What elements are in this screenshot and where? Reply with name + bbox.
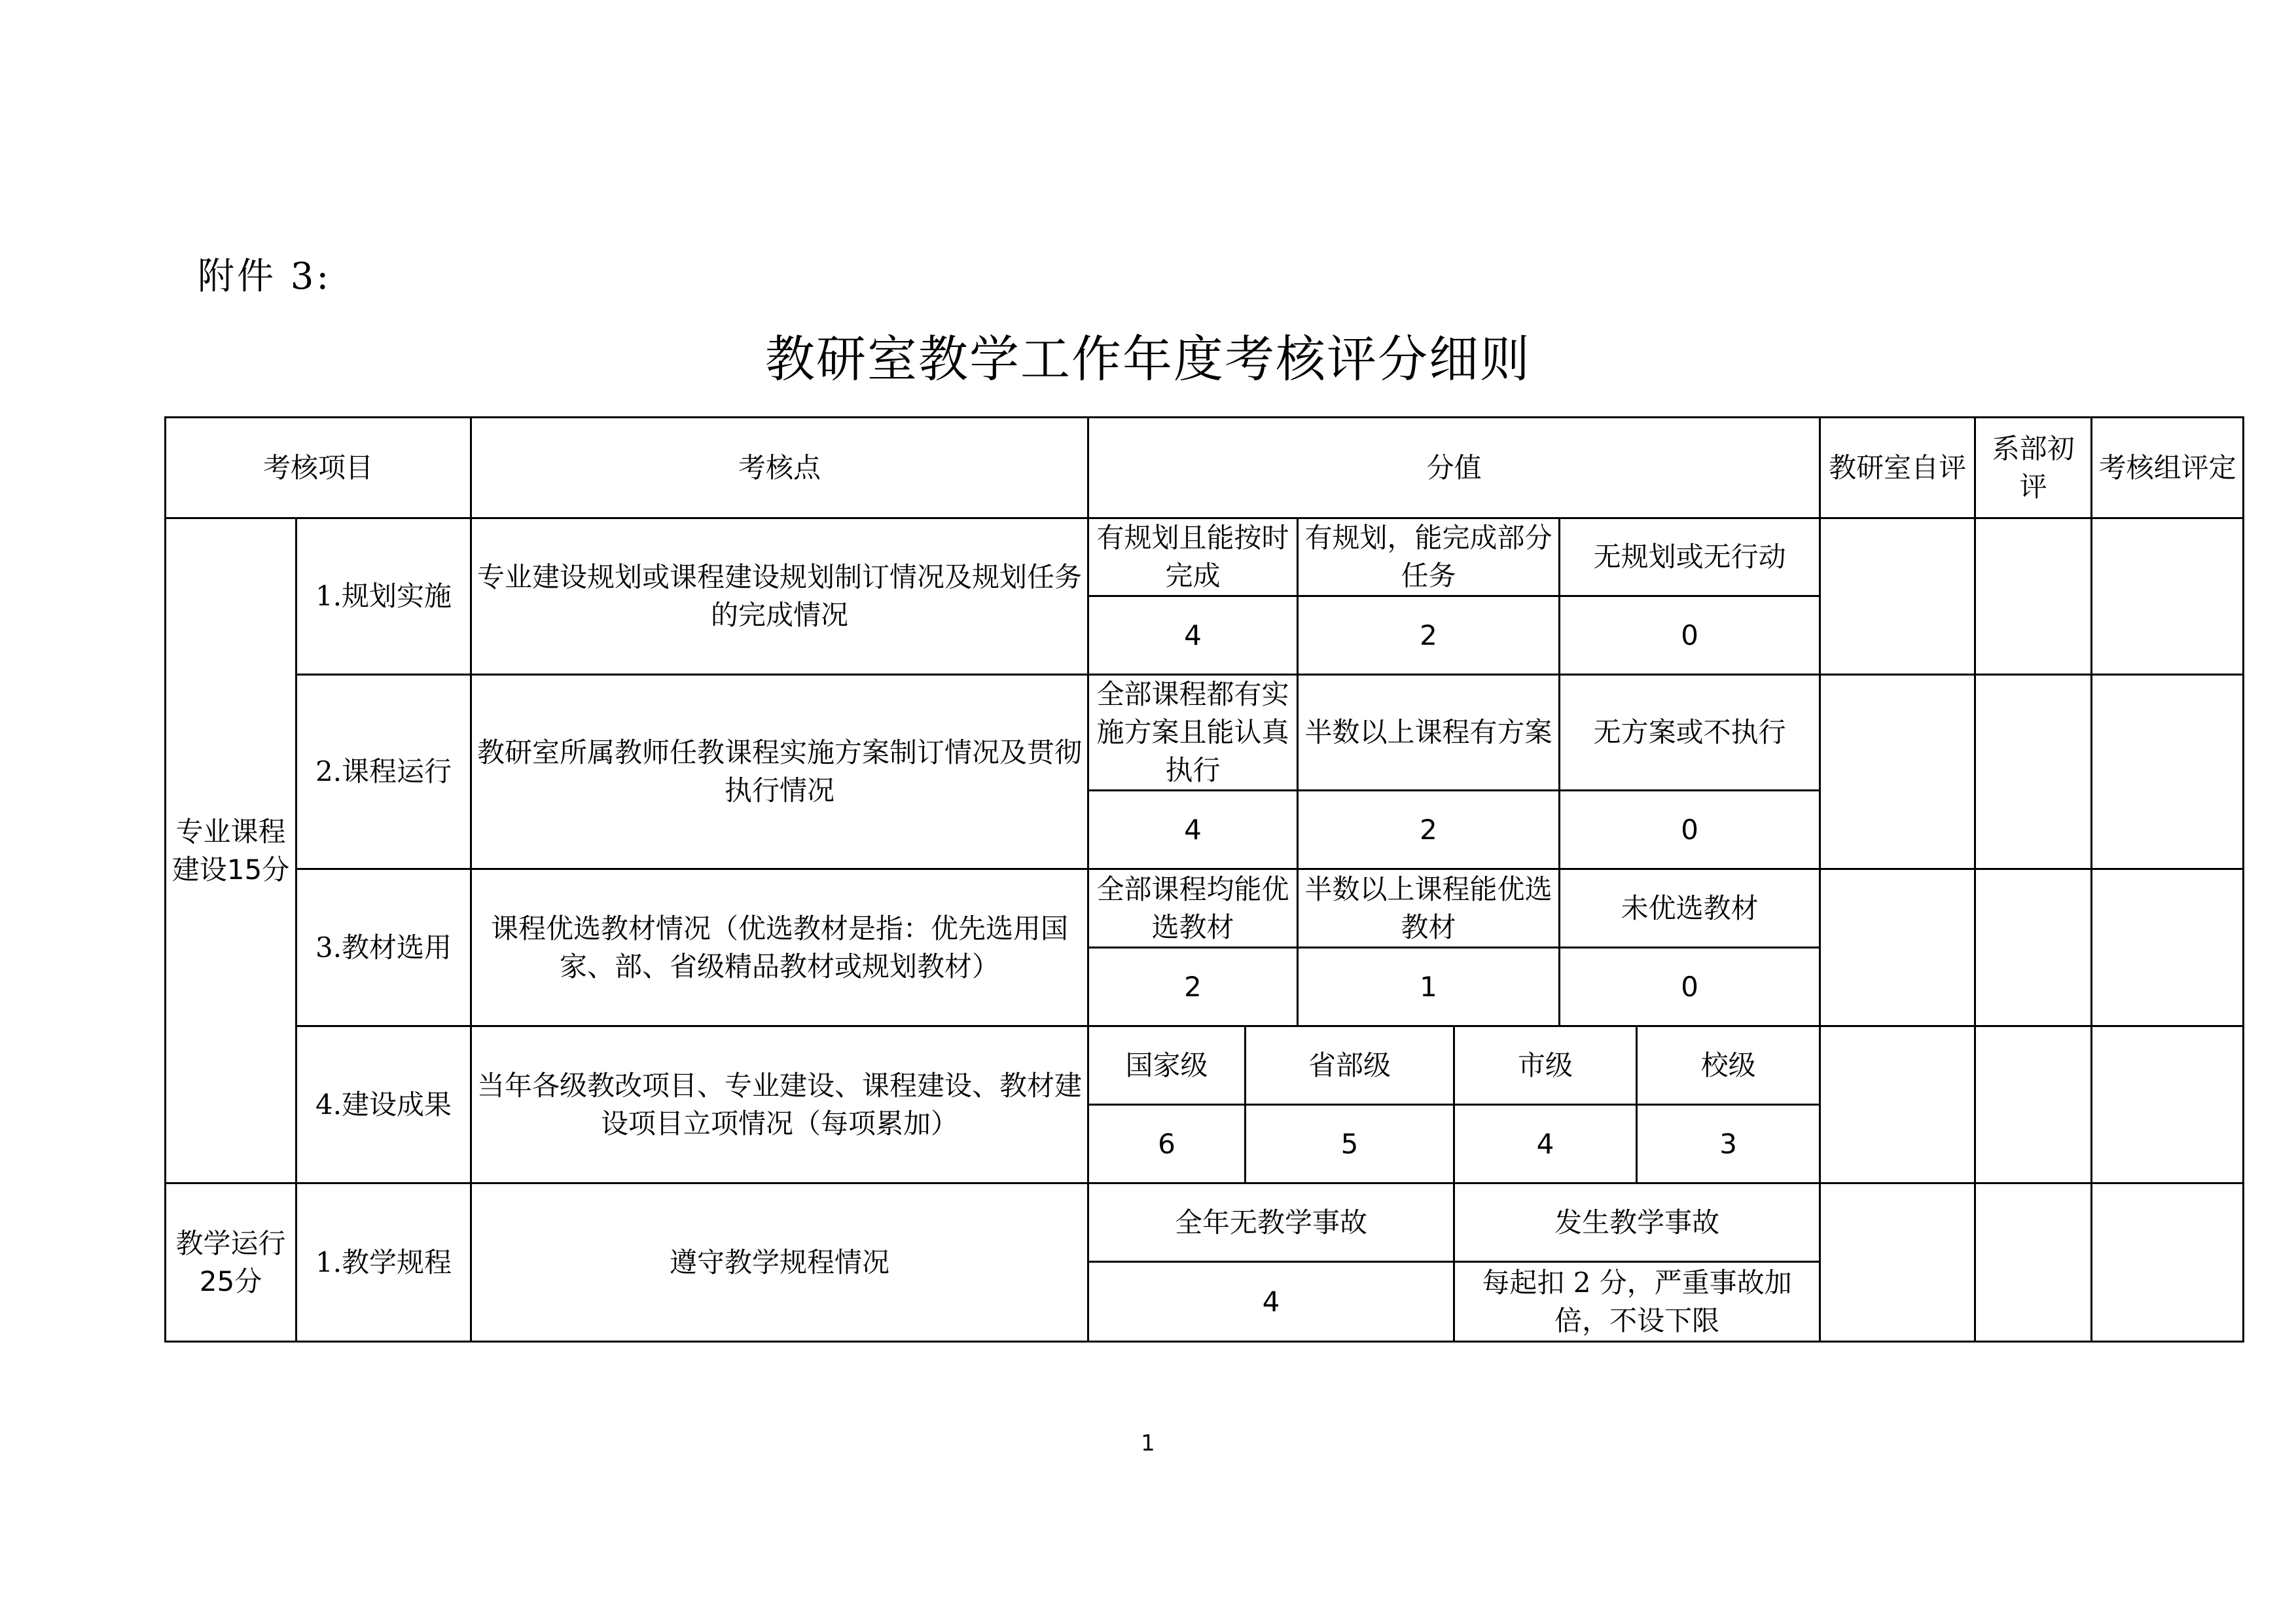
spacer-row [166, 1342, 2244, 1343]
level-cell: 全部课程均能优选教材 [1088, 869, 1298, 948]
score-cell: 2 [1298, 791, 1560, 869]
level-cell: 半数以上课程有方案 [1298, 675, 1560, 791]
level-cell: 校级 [1637, 1026, 1820, 1105]
final-eval-cell[interactable] [2092, 518, 2244, 675]
level-cell: 半数以上课程能优选教材 [1298, 869, 1560, 948]
spacer [1454, 1342, 1480, 1343]
item-cell: 1.规划实施 [296, 518, 471, 675]
level-cell: 市级 [1454, 1026, 1637, 1105]
dept-eval-cell[interactable] [1975, 1183, 2092, 1342]
score-cell: 0 [1560, 791, 1820, 869]
score-cell: 4 [1088, 791, 1298, 869]
spacer [1141, 1342, 1246, 1343]
scoring-table [164, 416, 2244, 1343]
score-cell: 4 [1454, 1105, 1637, 1183]
table-row [166, 1183, 2244, 1262]
level-cell: 全年无教学事故 [1088, 1183, 1454, 1262]
table-row [166, 1026, 2244, 1105]
spacer [2092, 1342, 2244, 1343]
document-title: 教研室教学工作年度考核评分细则 [765, 330, 1531, 388]
final-eval-cell[interactable] [2092, 1183, 2244, 1342]
header-point: 考核点 [471, 418, 1088, 518]
item-cell: 3.教材选用 [296, 869, 471, 1026]
self-eval-cell[interactable] [1820, 1026, 1975, 1183]
header-self-eval: 教研室自评 [1820, 418, 1975, 518]
dept-eval-cell[interactable] [1975, 518, 2092, 675]
header-dept-eval: 系部初评 [1975, 418, 2092, 518]
header-score: 分值 [1088, 418, 1820, 518]
spacer [1975, 1342, 2092, 1343]
final-eval-cell[interactable] [2092, 1026, 2244, 1183]
deduction-rule-cell: 每起扣 2 分，严重事故加倍，不设下限 [1454, 1262, 1820, 1342]
spacer [471, 1342, 1088, 1343]
spacer [1350, 1342, 1454, 1343]
table-row [166, 518, 2244, 596]
level-cell: 无方案或不执行 [1560, 675, 1820, 791]
level-cell: 未优选教材 [1560, 869, 1820, 948]
score-cell: 5 [1246, 1105, 1454, 1183]
self-eval-cell[interactable] [1820, 675, 1975, 869]
self-eval-cell[interactable] [1820, 869, 1975, 1026]
level-cell: 发生教学事故 [1454, 1183, 1820, 1262]
score-cell: 4 [1088, 1262, 1454, 1342]
spacer [1560, 1342, 1637, 1343]
header-final-eval: 考核组评定 [2092, 418, 2244, 518]
table-row [166, 675, 2244, 791]
score-cell: 4 [1088, 596, 1298, 675]
level-cell: 有规划，能完成部分任务 [1298, 518, 1560, 596]
description-cell: 遵守教学规程情况 [471, 1183, 1088, 1342]
table-row [166, 869, 2244, 948]
description-cell: 课程优选教材情况（优选教材是指：优先选用国家、部、省级精品教材或规划教材） [471, 869, 1088, 1026]
dept-eval-cell[interactable] [1975, 675, 2092, 869]
item-cell: 2.课程运行 [296, 675, 471, 869]
level-cell: 全部课程都有实施方案且能认真执行 [1088, 675, 1298, 791]
score-cell: 0 [1560, 948, 1820, 1026]
spacer [1088, 1342, 1141, 1343]
final-eval-cell[interactable] [2092, 675, 2244, 869]
self-eval-cell[interactable] [1820, 1183, 1975, 1342]
score-cell: 6 [1088, 1105, 1246, 1183]
category-cell: 专业课程建设15分 [166, 518, 296, 1183]
category-cell: 教学运行25分 [166, 1183, 296, 1342]
spacer [1637, 1342, 1689, 1343]
level-cell: 无规划或无行动 [1560, 518, 1820, 596]
description-cell: 专业建设规划或课程建设规划制订情况及规划任务的完成情况 [471, 518, 1088, 675]
item-cell: 4.建设成果 [296, 1026, 471, 1183]
page-number: 1 [1141, 1430, 1155, 1456]
spacer [1689, 1342, 1820, 1343]
spacer [296, 1342, 471, 1343]
item-cell: 1.教学规程 [296, 1183, 471, 1342]
level-cell: 省部级 [1246, 1026, 1454, 1105]
score-cell: 0 [1560, 596, 1820, 675]
score-cell: 2 [1088, 948, 1298, 1026]
level-cell: 国家级 [1088, 1026, 1246, 1105]
score-cell: 3 [1637, 1105, 1820, 1183]
score-cell: 1 [1298, 948, 1560, 1026]
level-cell: 有规划且能按时完成 [1088, 518, 1298, 596]
spacer [1480, 1342, 1560, 1343]
description-cell: 当年各级教改项目、专业建设、课程建设、教材建设项目立项情况（每项累加） [471, 1026, 1088, 1183]
spacer [1820, 1342, 1975, 1343]
header-item: 考核项目 [166, 418, 471, 518]
dept-eval-cell[interactable] [1975, 869, 2092, 1026]
score-cell: 2 [1298, 596, 1560, 675]
header-row [166, 418, 2244, 518]
final-eval-cell[interactable] [2092, 869, 2244, 1026]
description-cell: 教研室所属教师任教课程实施方案制订情况及贯彻执行情况 [471, 675, 1088, 869]
attachment-label: 附件 3: [198, 255, 332, 298]
self-eval-cell[interactable] [1820, 518, 1975, 675]
spacer [1246, 1342, 1298, 1343]
spacer [166, 1342, 296, 1343]
spacer [1298, 1342, 1350, 1343]
dept-eval-cell[interactable] [1975, 1026, 2092, 1183]
